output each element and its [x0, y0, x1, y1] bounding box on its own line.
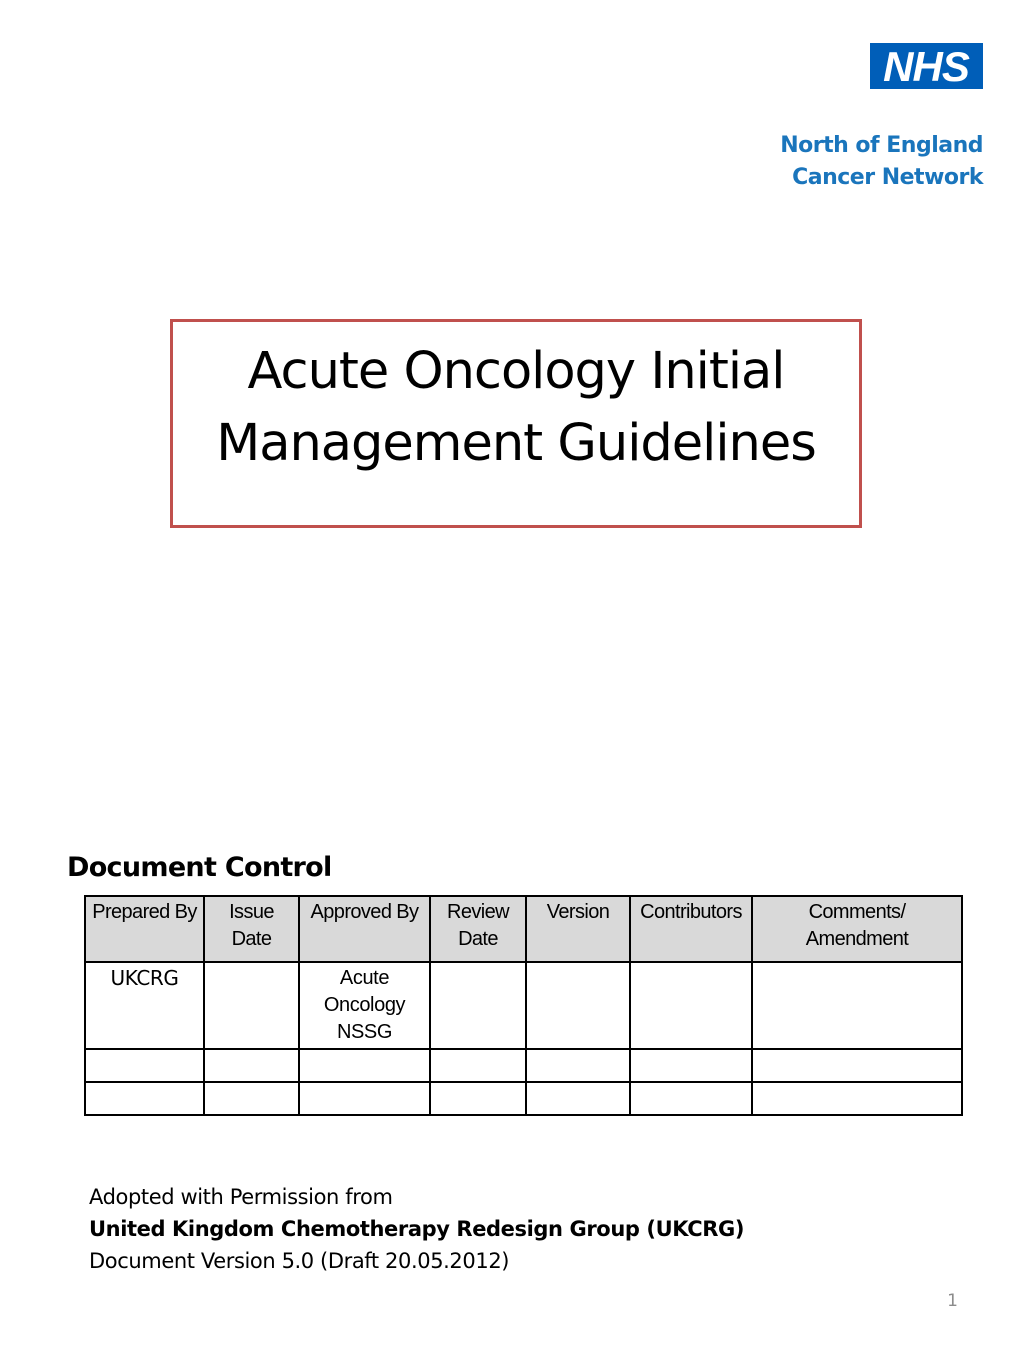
table-row-empty [85, 1082, 962, 1115]
empty-cell [85, 1082, 204, 1115]
empty-cell [752, 1082, 962, 1115]
empty-cell [526, 1082, 630, 1115]
header-version: Version [526, 896, 630, 962]
header-contributors: Contributors [630, 896, 752, 962]
document-title-line1: Acute Oncology Initial [247, 342, 785, 401]
header-prepared-by: Prepared By [85, 896, 204, 962]
document-title [173, 336, 859, 480]
cell-approved-by: Acute Oncology NSSG [299, 962, 430, 1049]
table-header-row [85, 896, 962, 962]
nhs-logo [870, 43, 983, 89]
network-name [780, 130, 983, 194]
empty-cell [526, 1049, 630, 1082]
table-row-empty [85, 1049, 962, 1082]
empty-cell [430, 1082, 526, 1115]
cell-comments [752, 962, 962, 1049]
document-control-table [84, 895, 963, 1116]
cell-version [526, 962, 630, 1049]
header-issue-date: Issue Date [204, 896, 299, 962]
empty-cell [430, 1049, 526, 1082]
cell-issue-date [204, 962, 299, 1049]
adoption-version: Document Version 5.0 (Draft 20.05.2012) [89, 1249, 510, 1273]
table-row [85, 962, 962, 1049]
page-number: 1 [947, 1291, 958, 1311]
nhs-logo-text: NHS [883, 43, 969, 89]
document-control-heading: Document Control [67, 852, 332, 883]
adoption-note [89, 1181, 744, 1277]
empty-cell [630, 1049, 752, 1082]
document-title-line2: Management Guidelines [216, 414, 816, 473]
empty-cell [85, 1049, 204, 1082]
network-name-line1: North of England [780, 133, 983, 158]
adoption-line1: Adopted with Permission from [89, 1185, 393, 1209]
header-review-date: Review Date [430, 896, 526, 962]
cell-contributors [630, 962, 752, 1049]
network-name-line2: Cancer Network [792, 165, 983, 190]
empty-cell [299, 1082, 430, 1115]
title-box [170, 319, 862, 528]
empty-cell [204, 1049, 299, 1082]
cell-review-date [430, 962, 526, 1049]
empty-cell [204, 1082, 299, 1115]
cell-prepared-by: UKCRG [85, 962, 204, 1049]
empty-cell [752, 1049, 962, 1082]
empty-cell [630, 1082, 752, 1115]
header-comments: Comments/ Amendment [752, 896, 962, 962]
adoption-source: United Kingdom Chemotherapy Redesign Group (UKCRG) [89, 1217, 745, 1241]
header-approved-by: Approved By [299, 896, 430, 962]
empty-cell [299, 1049, 430, 1082]
